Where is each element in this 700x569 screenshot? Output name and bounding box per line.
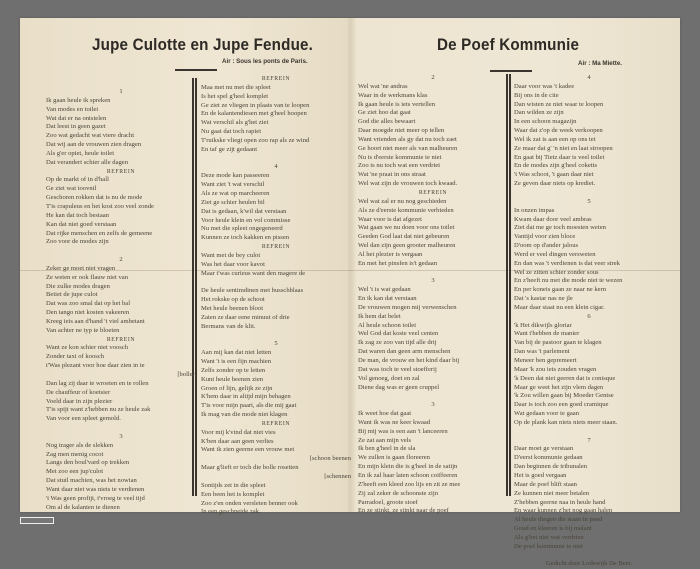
right-song-air: Air : Ma Miette. [578, 60, 623, 67]
lyric-line: [bollen [177, 371, 196, 378]
lyric-line: Want 't is een fijn machien [201, 358, 272, 365]
lyric-line: Groen of lijn, gelijk ze zijn [201, 384, 273, 392]
lyric-line: Maar ge weet het zijn vlem dagen [514, 383, 604, 391]
lyric-line: Maar de poef blift staan [514, 480, 577, 488]
lyric-line: Met heule beenen bloot [201, 304, 264, 312]
lyric-line: Van voor een spleet gemold. [46, 415, 121, 423]
left-title-rule [175, 69, 217, 71]
lyric-line: Aan mij kan dat niet letten [201, 349, 272, 357]
lyric-line: Wel wat zal er nu nog geschieden [358, 197, 447, 205]
lyric-line: Dat is gedaan, k'wil dat verstaan [201, 207, 287, 215]
lyric-line: Zag men menig cocot [46, 450, 104, 458]
spacer [201, 155, 351, 164]
lyric-line: God die alles bewaart [358, 118, 416, 126]
lyric-line: 't Was schoot, 't gaan daar niet [514, 171, 594, 179]
lyric-line: Kreeg ieis aan d'hand 't viel ambetant [46, 317, 145, 325]
lyric-line: Deze mode kan passeeren [201, 172, 270, 180]
lyric-line: D'eerst kommunie gedaan [514, 454, 583, 462]
lyric-line: Is het spel g'heel komplet [201, 92, 269, 100]
lyric-line: Van bij de pastoor gaan te klagen [514, 339, 602, 347]
lyric-line: Nu gaat dat toch rapiet [201, 128, 262, 136]
lyric-line: En gaat bij Tietz daar is veel toilet [514, 153, 605, 161]
lyric-line: Werd er veel dingen versweten [514, 250, 596, 258]
lyric-line: 'k Het dikwijls gloriar [514, 321, 572, 329]
lyric-line: Waar dat z'op de week verkoopen [514, 127, 603, 135]
lyric-line: Bermans van de klit. [201, 322, 256, 330]
lyric-line: 'k Deen dat niet geeren dat is conisque [514, 374, 616, 382]
right-song-title: De Poef Kommunie [437, 36, 580, 54]
lyric-line: Wat gedaan voor te gaan [514, 410, 580, 418]
right-title-rule [490, 70, 532, 72]
lyric-line: Nog trager als de slekken [46, 441, 114, 449]
lyric-line: Want ze kon schier niet voosch [46, 344, 129, 352]
lyric-line: Waar in de werkmans klas [358, 91, 428, 99]
lyric-line: Want ziet 't wat verschil [201, 181, 265, 189]
lyric-line: Zoo wat gedacht wat viere dracht [46, 132, 135, 140]
verse-number: 3 [431, 277, 435, 285]
lyric-line: He kan dat toch bestaan [46, 211, 109, 219]
lyric-line: Kwam daar door veel ambras [514, 215, 592, 223]
lyric-line: Wat dat er na ontstelen [46, 114, 107, 122]
lyric-line: Ze kunnen niet meer betalen [514, 489, 590, 497]
lyric-line: Het is goed vergaan [514, 471, 567, 479]
lyric-line: Kan dat niet goed verstaan [46, 220, 117, 228]
archive-label [20, 517, 54, 524]
lyric-line: Z'hebben geerne naa in heule hand [514, 498, 606, 506]
verse-number: 5 [274, 340, 278, 348]
lyric-line: Als g'het niet wat verdrien [514, 533, 584, 541]
lyric-line: T'is spijt want z'hebben nu ze heule zak [46, 406, 151, 414]
lyric-line: Zij zal zeker de schoonste zijn [358, 489, 439, 497]
verse-number: 4 [274, 163, 278, 171]
verse-number: 5 [587, 197, 591, 205]
lyric-line: En z'heeft nu met die mode niet te wezen [514, 277, 623, 285]
lyric-line: En waar kunnen z'het nog gaan halen [514, 507, 613, 515]
refrain-heading: REFREIN [261, 76, 291, 82]
lyric-line: Want met de bey culot [201, 251, 261, 259]
lyric-line: Ze weten er ook flauw niet van [46, 273, 129, 281]
lyric-line: Wel ik zat is aan een op ons tet [514, 135, 596, 143]
lyric-line: In onzen impas [514, 206, 555, 214]
lyric-line: Want ik zien geerne een vrouw met [201, 446, 295, 454]
lyric-line: K'hem daar in altijd mijn behagen [201, 393, 291, 401]
lyric-line: Nu met die spleet ongegeneerd [201, 225, 283, 233]
verse-number: 1 [119, 88, 123, 95]
lyric-line: Nu is d'eerste kommunie te niet [358, 153, 442, 161]
lyric-line: Op de plank kan niets niets meer staan. [514, 418, 618, 426]
lyric-line: Ge ziet ze vliegen in plaats van te loopen [201, 101, 310, 109]
lyric-line: Dat leest in geen gazet [46, 123, 106, 131]
lyric-line: Op de markt of in d'hall [46, 176, 109, 184]
lyric-line: Wel God dat koste veel centen [358, 330, 439, 338]
lyric-line: Maar 'k zou iets zouden vragen [514, 365, 597, 373]
lyric-line: Wel wat 'ne andras [358, 82, 408, 90]
spacer [514, 552, 664, 561]
lyric-line: Maar daar staat nu een klein cigar. [514, 303, 605, 311]
lyric-line: Het rokske op de schoot [201, 296, 265, 304]
lyric-line: De heule sentimdinen met busschblaas [201, 287, 304, 295]
lyric-line: De vrouwen mogen mij verwenschen [358, 303, 457, 311]
verse-number: 7 [587, 436, 591, 444]
lyric-line: Ik mag van die mode niet klagen [201, 411, 288, 419]
verse-number: 3 [431, 401, 435, 409]
lyric-line: Ge ziet hoo dat gaat [358, 109, 411, 117]
lyric-line: Dat was toch te veel stoefferij [358, 365, 437, 373]
lyric-line: Van achter ne typ te bloeten [46, 326, 120, 334]
lyric-line: Dat verandert schier alle dagen [46, 158, 129, 166]
lyric-line: Ziet dat me ge toch moesten weten [514, 224, 606, 232]
refrain-heading: REFREIN [106, 168, 136, 175]
lyric-line: Ik gaan heule is iets vertellen [358, 100, 436, 108]
spacer [201, 331, 351, 340]
lyric-line: En per koneis gaan ze naar ne kern [514, 286, 607, 294]
spacer [201, 278, 351, 287]
lyric-line: En taf ge zijt gedaant [201, 145, 258, 153]
lyric-line: Vantijd voor zien bloce [514, 233, 576, 241]
lyric-line: Want vrienden als gy dat nu toch zaet [358, 135, 457, 143]
lyric-line: Wel ze zitten schier zonder sous [514, 268, 599, 276]
lyric-line: Al heule dingen die staan in pand [514, 516, 603, 524]
lyric-line: En dan was 't verdienen is dat veer strek [514, 259, 620, 267]
lyric-line: Dan lag zij daar te wroeten en te rollen [46, 379, 149, 387]
lyric-line: Ik weet hoe dat gaat [358, 410, 412, 418]
lyric-line: Daar moegde niet meer op tellen [358, 127, 445, 135]
lyric-line: Kunt heule beenen zien [201, 375, 264, 383]
lyric-line: Ziet ge schier heulen bil [201, 198, 265, 206]
lyric-line: Dan was 't parlement [514, 348, 570, 356]
lyric-line: Dat stuil machien, was het nowian [46, 477, 137, 485]
lyric-line: Met zoo een jup'culot [46, 468, 104, 476]
lyric-line: Daar moet ge verstaan [514, 445, 574, 453]
lyric-line: Ik hem dat belet [358, 312, 401, 320]
lyric-line: Voor mij k'vind dat niet vies [201, 428, 276, 436]
lyric-line: 't Was geen profijt, t'vroeg te veel tijd [46, 494, 145, 502]
lyric-line: Maa met nu met die spleet [201, 83, 271, 91]
left-song-air: Air : Sous les ponts de Paris. [222, 58, 308, 65]
lyric-line: Ge ziet wat toovnil [46, 185, 97, 193]
verse-number: 6 [587, 312, 591, 320]
refrain-heading: REFREIN [261, 244, 291, 251]
lyric-line: En de kalantendiesen met g'heel hoopen [201, 110, 307, 118]
lyric-line: Zonder taxi of koosch [46, 353, 105, 361]
lyric-line: K'ben daar aan geen verlies [201, 437, 274, 445]
lyric-line: Want t'hebben de manier [514, 330, 580, 338]
lyric-line: Daar is toch zoo een goed cramique [514, 401, 609, 409]
lyric-line: Maar t'was curieus want den magere de [201, 269, 306, 277]
refrain-heading: REFREIN [261, 420, 291, 427]
refrain-heading: REFREIN [106, 336, 136, 343]
lyric-line: Voor heule klein en vol commisse [201, 216, 291, 224]
lyric-line: Dan beginnen de tribunalen [514, 463, 588, 471]
lyric-line: Een been het is komplet [201, 490, 265, 498]
lyric-line: D'oom op d'ander jalous [514, 242, 579, 250]
lyric-line: Dat wij aan de vrouwen zien dragen [46, 141, 142, 149]
lyric-line: En met het pinsfen is't gedaan [358, 259, 438, 267]
lyric-line: En ik kan dat verstaan [358, 295, 417, 303]
spacer [358, 392, 508, 401]
lyric-line: Zoo is nu toch wat een verdriet [358, 162, 441, 170]
lyrics-column-4 [514, 74, 664, 569]
lyric-line: Daar voor was 't kadee [514, 82, 575, 90]
lyric-line: Ik zag ze zoo van tijd alle drij [358, 339, 437, 347]
lyric-line: In een schoon magazijn [514, 118, 577, 126]
lyric-line: Wat gaan we nu doen voor ons toilet [358, 224, 455, 232]
lyric-line: De man, de vrouw en het kind daar bij [358, 357, 460, 364]
lyric-line: Ze geven daar niets op krediet. [514, 180, 596, 188]
lyric-line: Dat waren dan geen arm menschen [358, 348, 451, 356]
lyric-line: t'Was plezant voor hoe daar zien in te [46, 362, 145, 370]
lyric-line: Zoo z'en onden versleten benner ook [201, 499, 298, 507]
lyric-line: Ze maar dat g' 'n niet en laat stroopen [514, 144, 613, 152]
lyric-line: Den tango niet kosten vakeeren [46, 309, 130, 317]
lyric-line: Ze zat aan mijn vels [358, 436, 412, 444]
lyric-line: Zoo voor de modes zijn [46, 238, 109, 246]
lyric-line: Meneer ben gepremeert [514, 357, 577, 364]
lyric-line: T'is crapuleus en het kost zoo veel zonde [46, 202, 154, 210]
lyrics-column-2 [201, 75, 351, 517]
lyric-line: In een geschneide zak. [201, 508, 261, 516]
refrain-heading: REFREIN [418, 189, 448, 196]
lyric-line: Wat verschil als g'het ziet [201, 119, 269, 127]
lyric-line: Zaten ze daar eene minuut of drie [201, 313, 290, 321]
lyric-line: Al het plezier is vergaan [358, 250, 423, 258]
spacer [46, 247, 196, 256]
lyric-line: Al heule schoon toilet [358, 321, 417, 329]
lyric-line: Vol genoeg, doet en zal [358, 374, 420, 382]
lyric-line: Zeker ge moet niet vragen [46, 264, 116, 272]
lyric-line: Dat rijke menschen en zelfs de gemeene [46, 229, 153, 237]
lyric-line: Voeld daar in zijn plezier [46, 397, 113, 405]
lyric-line: Ik ben g'heel in de sla [358, 445, 416, 453]
lyric-line: Z'heeft een kleed zoo lijs en zit ze mee [358, 480, 461, 488]
lyric-line: Geeden God laat dat niet gebeuren [358, 233, 450, 241]
lyric-line: Van modes en toilet [46, 105, 99, 113]
lyric-line: Maar g'lieft er toch die bolle rosetten [201, 464, 299, 472]
lyric-line: Kunnen ze toch kakken en pissen [201, 234, 290, 242]
lyric-line: Als g'er opiet, heule toilet [46, 149, 115, 157]
lyric-line: Om al de kalanten te dienen [46, 503, 120, 511]
lyrics-column-3 [358, 74, 508, 516]
lyric-line: Wel dan zijn geen grooter malheuren [358, 242, 456, 250]
lyric-line: We zullen is gaan floreeren [358, 454, 430, 462]
lyric-line: Was het daar voor kavot [201, 260, 265, 268]
lyric-line: T'is voor mijn paart, als die mij gaat [201, 402, 297, 410]
lyric-line: De chauffeur of koetsier [46, 388, 111, 396]
spacer [358, 269, 508, 278]
lyric-line: Want ik was ne keer kwaad [358, 418, 431, 426]
lyric-line: En ze stinkt, ze stinkt naar de poef [358, 507, 449, 515]
lyric-line: Waar voor is dat afgezet [358, 215, 422, 223]
lyric-line: Dat was zoo smal dat op het bal [46, 300, 131, 308]
lyric-line: Langs den boul'vard op trekken [46, 459, 130, 467]
lyric-line: Geschoren rokken dat is nu de mode [46, 194, 143, 202]
lyric-line: Wel wat zijn de vrouwen toch kwaad. [358, 180, 458, 188]
verse-number: 2 [431, 74, 435, 81]
lyric-line: Ik gaan heule ik spreken [46, 96, 111, 104]
lyric-line: Want daar niet was niets te verdienen [46, 485, 145, 493]
lyric-line: En mijn klein die is g'heel in de satijn [358, 463, 458, 471]
verse-number: 4 [587, 74, 591, 81]
right-column-divider-inner [509, 74, 511, 496]
author-credit: Gedicht door Lodewijk De Beer. [545, 560, 633, 568]
verse-number: 2 [119, 256, 123, 264]
lyric-line: Bij ons in de cite [514, 91, 559, 99]
lyric-line: En de modes zijn g'heel coketts [514, 162, 598, 170]
lyric-line: Bij mij was is een aan 't lanceeren [358, 427, 448, 435]
lyric-line: Als ze d'eerste kommunie verbieden [358, 206, 454, 214]
lyric-line: T'ruikske vliegt open zoo rap als ze wind [201, 136, 310, 144]
lyric-line: Die zulke modes dragen [46, 282, 110, 290]
lyric-line: De poef kommunie te niet [514, 542, 583, 550]
lyric-line: 'k Zou willen gaan bij Moeder Gentse [514, 392, 614, 400]
lyric-line: En ik zal haar laten schoon coiffeeren [358, 471, 458, 479]
lyric-line: Dat 's kastar nas ne jle [514, 295, 573, 303]
lyric-line: Wat 'ne praat in ons straat [358, 171, 426, 179]
lyric-line: Betiet de jupe culot [46, 291, 98, 299]
lyric-line: Dan wisten ze niet waar te loopen [514, 100, 604, 108]
spacer [46, 424, 196, 433]
spacer [514, 189, 664, 198]
lyric-line: [schennen [324, 472, 351, 480]
left-song-title: Jupe Culotte en Jupe Fendue. [92, 36, 314, 54]
lyric-line: Dan wilden ze zijn [514, 109, 564, 117]
lyric-line: Zelfs zonder op te letten [201, 366, 266, 374]
lyric-line: Parradoel, groote stoef [358, 498, 418, 506]
verse-number: 3 [119, 432, 123, 440]
lyric-line: Als ze wat op marcheeren [201, 189, 270, 197]
lyric-line: Sontijds zet in die spleet [201, 481, 266, 489]
lyrics-column-1 [46, 88, 196, 513]
lyric-line: Goud en kleeren is bij malant [514, 525, 592, 533]
lyric-line: Wel 't is wat gedaan [358, 286, 411, 294]
spacer [514, 428, 664, 437]
lyric-line: Ge hoort niet meer als van malheuren [358, 144, 458, 152]
lyric-line: Diene dag was er geen cruppel [358, 383, 440, 391]
lyric-line: [schoon beenen [309, 455, 351, 463]
